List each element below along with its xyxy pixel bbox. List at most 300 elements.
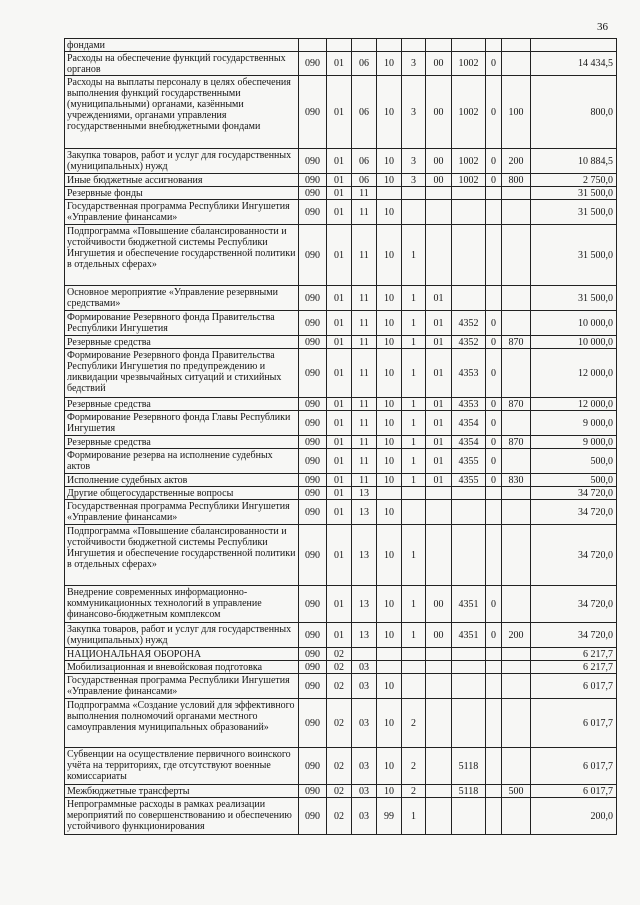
direction-suffix (486, 525, 502, 586)
expense-type-code: 800 (502, 174, 531, 187)
program-code: 10 (377, 500, 402, 525)
section-code: 01 (327, 336, 352, 349)
subprogram-code: 1 (402, 398, 426, 411)
direction-code: 4352 (452, 336, 486, 349)
activity-code: 01 (426, 436, 452, 449)
direction-suffix: 0 (486, 586, 502, 623)
table-row (65, 286, 617, 311)
subsection-code: 13 (352, 487, 377, 500)
expense-type-code (502, 39, 531, 52)
subprogram-code: 1 (402, 586, 426, 623)
subprogram-code: 1 (402, 411, 426, 436)
subprogram-code: 1 (402, 336, 426, 349)
expense-type-code: 870 (502, 436, 531, 449)
direction-suffix: 0 (486, 411, 502, 436)
amount: 6 017,7 (531, 785, 617, 798)
subsection-code: 11 (352, 474, 377, 487)
direction-code: 4351 (452, 623, 486, 648)
expense-type-code (502, 798, 531, 835)
activity-code: 01 (426, 311, 452, 336)
program-code: 10 (377, 436, 402, 449)
subprogram-code (402, 487, 426, 500)
program-code: 10 (377, 699, 402, 748)
subprogram-code: 3 (402, 52, 426, 76)
table-row (65, 436, 617, 449)
program-code: 10 (377, 748, 402, 785)
expense-type-code (502, 225, 531, 286)
item-name: Формирование резерва на исполнение судебных актов (65, 449, 299, 474)
subsection-code: 03 (352, 661, 377, 674)
amount: 34 720,0 (531, 525, 617, 586)
activity-code: 01 (426, 336, 452, 349)
activity-code (426, 798, 452, 835)
table-row (65, 474, 617, 487)
program-code: 10 (377, 411, 402, 436)
item-name: Мобилизационная и вневойсковая подготовка (65, 661, 299, 674)
item-name: Субвенции на осуществление первичного воинского учёта на территориях, где отсутствуют военные комиссариаты (65, 748, 299, 785)
expense-type-code: 200 (502, 623, 531, 648)
activity-code (426, 500, 452, 525)
direction-code (452, 661, 486, 674)
table-row (65, 785, 617, 798)
activity-code: 01 (426, 474, 452, 487)
section-code: 01 (327, 76, 352, 149)
subsection-code (352, 648, 377, 661)
direction-code (452, 648, 486, 661)
expense-type-code (502, 500, 531, 525)
admin-code: 090 (299, 76, 327, 149)
direction-suffix (486, 798, 502, 835)
direction-suffix: 0 (486, 436, 502, 449)
activity-code: 01 (426, 411, 452, 436)
table-row (65, 187, 617, 200)
direction-code: 4351 (452, 586, 486, 623)
direction-suffix (486, 661, 502, 674)
direction-suffix (486, 674, 502, 699)
activity-code (426, 525, 452, 586)
admin-code: 090 (299, 525, 327, 586)
direction-code (452, 798, 486, 835)
section-code: 01 (327, 525, 352, 586)
subsection-code: 06 (352, 149, 377, 174)
section-code: 01 (327, 436, 352, 449)
subsection-code: 03 (352, 699, 377, 748)
item-name: Основное мероприятие «Управление резервными средствами» (65, 286, 299, 311)
direction-code: 1002 (452, 52, 486, 76)
program-code: 10 (377, 623, 402, 648)
section-code: 01 (327, 500, 352, 525)
direction-code (452, 225, 486, 286)
section-code (327, 39, 352, 52)
subprogram-code (402, 661, 426, 674)
table-row (65, 648, 617, 661)
subprogram-code: 3 (402, 149, 426, 174)
expense-type-code (502, 286, 531, 311)
section-code: 01 (327, 200, 352, 225)
subsection-code: 13 (352, 525, 377, 586)
program-code (377, 187, 402, 200)
subsection-code: 11 (352, 449, 377, 474)
direction-suffix: 0 (486, 52, 502, 76)
budget-table (64, 38, 617, 835)
expense-type-code (502, 586, 531, 623)
item-name: Государственная программа Республики Ингушетия «Управление финансами» (65, 200, 299, 225)
direction-suffix (486, 785, 502, 798)
section-code: 01 (327, 487, 352, 500)
section-code: 01 (327, 449, 352, 474)
program-code: 10 (377, 525, 402, 586)
activity-code: 00 (426, 52, 452, 76)
table-row (65, 449, 617, 474)
amount: 2 750,0 (531, 174, 617, 187)
expense-type-code (502, 487, 531, 500)
expense-type-code (502, 449, 531, 474)
admin-code: 090 (299, 474, 327, 487)
table-row (65, 674, 617, 699)
expense-type-code: 830 (502, 474, 531, 487)
admin-code: 090 (299, 174, 327, 187)
admin-code: 090 (299, 748, 327, 785)
direction-code (452, 674, 486, 699)
budget-table-body (65, 39, 617, 835)
admin-code: 090 (299, 436, 327, 449)
amount: 31 500,0 (531, 200, 617, 225)
direction-suffix: 0 (486, 398, 502, 411)
direction-suffix (486, 39, 502, 52)
amount: 500,0 (531, 474, 617, 487)
section-code: 01 (327, 311, 352, 336)
subsection-code: 03 (352, 748, 377, 785)
subprogram-code (402, 187, 426, 200)
activity-code: 00 (426, 76, 452, 149)
section-code: 02 (327, 699, 352, 748)
program-code: 10 (377, 76, 402, 149)
admin-code: 090 (299, 623, 327, 648)
direction-suffix: 0 (486, 623, 502, 648)
section-code: 01 (327, 349, 352, 398)
amount: 6 017,7 (531, 748, 617, 785)
amount: 31 500,0 (531, 187, 617, 200)
amount: 10 000,0 (531, 336, 617, 349)
direction-suffix: 0 (486, 311, 502, 336)
subprogram-code (402, 674, 426, 699)
admin-code: 090 (299, 398, 327, 411)
program-code: 10 (377, 586, 402, 623)
page-number: 36 (597, 21, 608, 33)
activity-code: 01 (426, 449, 452, 474)
section-code: 01 (327, 149, 352, 174)
admin-code: 090 (299, 225, 327, 286)
activity-code: 00 (426, 623, 452, 648)
admin-code: 090 (299, 798, 327, 835)
subprogram-code: 1 (402, 311, 426, 336)
activity-code (426, 487, 452, 500)
direction-code: 4353 (452, 398, 486, 411)
program-code: 10 (377, 149, 402, 174)
item-name: Резервные средства (65, 398, 299, 411)
program-code: 10 (377, 398, 402, 411)
subsection-code: 13 (352, 586, 377, 623)
activity-code (426, 785, 452, 798)
table-row (65, 411, 617, 436)
activity-code: 00 (426, 149, 452, 174)
subsection-code: 03 (352, 674, 377, 699)
subprogram-code: 1 (402, 225, 426, 286)
table-row (65, 500, 617, 525)
section-code: 01 (327, 52, 352, 76)
expense-type-code: 100 (502, 76, 531, 149)
amount: 6 017,7 (531, 699, 617, 748)
program-code: 10 (377, 474, 402, 487)
activity-code (426, 661, 452, 674)
subprogram-code (402, 200, 426, 225)
item-name: Закупка товаров, работ и услуг для государственных (муниципальных) нужд (65, 623, 299, 648)
amount: 34 720,0 (531, 623, 617, 648)
amount: 500,0 (531, 449, 617, 474)
expense-type-code (502, 187, 531, 200)
item-name: Резервные средства (65, 336, 299, 349)
table-row (65, 52, 617, 76)
direction-suffix: 0 (486, 349, 502, 398)
direction-suffix (486, 286, 502, 311)
subprogram-code: 1 (402, 349, 426, 398)
expense-type-code (502, 525, 531, 586)
subprogram-code: 1 (402, 436, 426, 449)
direction-code (452, 699, 486, 748)
item-name: Формирование Резервного фонда Правительства Республики Ингушетия (65, 311, 299, 336)
direction-suffix (486, 648, 502, 661)
item-name: Расходы на обеспечение функций государственных органов (65, 52, 299, 76)
direction-code (452, 187, 486, 200)
subprogram-code: 3 (402, 174, 426, 187)
amount: 34 720,0 (531, 586, 617, 623)
direction-suffix (486, 225, 502, 286)
activity-code: 01 (426, 286, 452, 311)
program-code: 10 (377, 311, 402, 336)
amount: 12 000,0 (531, 349, 617, 398)
subprogram-code: 1 (402, 623, 426, 648)
direction-suffix (486, 699, 502, 748)
item-name: Резервные средства (65, 436, 299, 449)
activity-code (426, 674, 452, 699)
direction-suffix (486, 487, 502, 500)
direction-suffix (486, 500, 502, 525)
subsection-code: 11 (352, 225, 377, 286)
table-row (65, 398, 617, 411)
admin-code: 090 (299, 336, 327, 349)
direction-code (452, 487, 486, 500)
subsection-code: 11 (352, 336, 377, 349)
subprogram-code: 1 (402, 474, 426, 487)
subprogram-code: 1 (402, 798, 426, 835)
section-code: 02 (327, 798, 352, 835)
expense-type-code (502, 200, 531, 225)
subprogram-code: 2 (402, 699, 426, 748)
admin-code: 090 (299, 648, 327, 661)
program-code (377, 39, 402, 52)
table-row (65, 311, 617, 336)
expense-type-code (502, 674, 531, 699)
item-name: Непрограммные расходы в рамках реализации мероприятий по совершенствованию и обеспечению устойчивого функционирования (65, 798, 299, 835)
subsection-code: 11 (352, 398, 377, 411)
amount: 200,0 (531, 798, 617, 835)
expense-type-code (502, 748, 531, 785)
table-row (65, 586, 617, 623)
subprogram-code: 1 (402, 449, 426, 474)
direction-suffix: 0 (486, 474, 502, 487)
admin-code: 090 (299, 200, 327, 225)
section-code: 01 (327, 474, 352, 487)
program-code: 10 (377, 674, 402, 699)
expense-type-code (502, 52, 531, 76)
table-row (65, 349, 617, 398)
direction-code (452, 500, 486, 525)
section-code: 02 (327, 648, 352, 661)
direction-suffix: 0 (486, 174, 502, 187)
admin-code: 090 (299, 586, 327, 623)
expense-type-code (502, 349, 531, 398)
section-code: 01 (327, 187, 352, 200)
program-code: 10 (377, 52, 402, 76)
direction-suffix: 0 (486, 76, 502, 149)
subsection-code: 13 (352, 500, 377, 525)
activity-code (426, 39, 452, 52)
admin-code: 090 (299, 500, 327, 525)
expense-type-code (502, 311, 531, 336)
item-name: Расходы на выплаты персоналу в целях обеспечения выполнения функций государственными (муниципальными) органами, казёнными учреждениями, органами управления государственными внебюджетными фондами (65, 76, 299, 149)
section-code: 01 (327, 286, 352, 311)
subprogram-code: 3 (402, 76, 426, 149)
admin-code: 090 (299, 785, 327, 798)
admin-code: 090 (299, 661, 327, 674)
subprogram-code: 1 (402, 286, 426, 311)
subsection-code: 11 (352, 311, 377, 336)
program-code: 10 (377, 349, 402, 398)
item-name: Подпрограмма «Повышение сбалансированности и устойчивости бюджетной системы Республики Ингушетия и обеспечение государственной политики в отдельных сферах» (65, 525, 299, 586)
subsection-code (352, 39, 377, 52)
amount: 12 000,0 (531, 398, 617, 411)
amount: 6 017,7 (531, 674, 617, 699)
table-row (65, 699, 617, 748)
activity-code (426, 699, 452, 748)
activity-code: 01 (426, 349, 452, 398)
table-row (65, 174, 617, 187)
admin-code: 090 (299, 149, 327, 174)
direction-code: 5118 (452, 748, 486, 785)
program-code: 10 (377, 286, 402, 311)
item-name: Подпрограмма «Создание условий для эффективного выполнения полномочий органами местного самоуправления муниципальных образований» (65, 699, 299, 748)
item-name: Подпрограмма «Повышение сбалансированности и устойчивости бюджетной системы Республики Ингушетия и обеспечение государственной политики в отдельных сферах» (65, 225, 299, 286)
subsection-code: 03 (352, 785, 377, 798)
section-code: 02 (327, 674, 352, 699)
amount: 800,0 (531, 76, 617, 149)
item-name: Межбюджетные трансферты (65, 785, 299, 798)
item-name: Иные бюджетные ассигнования (65, 174, 299, 187)
activity-code (426, 748, 452, 785)
table-row (65, 661, 617, 674)
program-code: 10 (377, 449, 402, 474)
amount: 34 720,0 (531, 500, 617, 525)
admin-code: 090 (299, 411, 327, 436)
direction-code: 5118 (452, 785, 486, 798)
amount: 6 217,7 (531, 648, 617, 661)
direction-suffix: 0 (486, 149, 502, 174)
item-name: Государственная программа Республики Ингушетия «Управление финансами» (65, 500, 299, 525)
activity-code: 00 (426, 174, 452, 187)
table-row (65, 149, 617, 174)
direction-suffix: 0 (486, 449, 502, 474)
item-name: НАЦИОНАЛЬНАЯ ОБОРОНА (65, 648, 299, 661)
subsection-code: 06 (352, 52, 377, 76)
amount: 31 500,0 (531, 286, 617, 311)
subprogram-code: 2 (402, 785, 426, 798)
subsection-code: 11 (352, 286, 377, 311)
item-name: Исполнение судебных актов (65, 474, 299, 487)
table-row (65, 200, 617, 225)
direction-suffix (486, 200, 502, 225)
amount: 10 884,5 (531, 149, 617, 174)
program-code: 10 (377, 174, 402, 187)
admin-code: 090 (299, 286, 327, 311)
direction-code: 4355 (452, 449, 486, 474)
activity-code (426, 225, 452, 286)
section-code: 01 (327, 225, 352, 286)
expense-type-code: 200 (502, 149, 531, 174)
item-name: Формирование Резервного фонда Правительства Республики Ингушетия по предупреждению и ликвидации чрезвычайных ситуаций и стихийных бедствий (65, 349, 299, 398)
admin-code: 090 (299, 674, 327, 699)
amount: 10 000,0 (531, 311, 617, 336)
expense-type-code: 500 (502, 785, 531, 798)
table-row (65, 39, 617, 52)
table-row (65, 487, 617, 500)
activity-code (426, 187, 452, 200)
table-row (65, 798, 617, 835)
item-name: Резервные фонды (65, 187, 299, 200)
direction-code: 1002 (452, 149, 486, 174)
section-code: 01 (327, 411, 352, 436)
direction-code: 4352 (452, 311, 486, 336)
direction-suffix (486, 748, 502, 785)
admin-code: 090 (299, 449, 327, 474)
table-row (65, 336, 617, 349)
admin-code: 090 (299, 349, 327, 398)
table-row (65, 623, 617, 648)
item-name: Государственная программа Республики Ингушетия «Управление финансами» (65, 674, 299, 699)
subsection-code: 06 (352, 76, 377, 149)
item-name: фондами (65, 39, 299, 52)
admin-code: 090 (299, 699, 327, 748)
table-row (65, 525, 617, 586)
table-row (65, 748, 617, 785)
admin-code: 090 (299, 52, 327, 76)
subsection-code: 11 (352, 200, 377, 225)
subprogram-code (402, 648, 426, 661)
expense-type-code: 870 (502, 336, 531, 349)
subsection-code: 11 (352, 349, 377, 398)
expense-type-code (502, 661, 531, 674)
program-code (377, 487, 402, 500)
direction-code: 4355 (452, 474, 486, 487)
item-name: Другие общегосударственные вопросы (65, 487, 299, 500)
program-code: 10 (377, 336, 402, 349)
section-code: 02 (327, 748, 352, 785)
expense-type-code: 870 (502, 398, 531, 411)
amount: 9 000,0 (531, 436, 617, 449)
amount: 6 217,7 (531, 661, 617, 674)
item-name: Внедрение современных информационно-коммуникационных технологий в управление финансово-бюджетным комплексом (65, 586, 299, 623)
table-row (65, 76, 617, 149)
direction-code (452, 286, 486, 311)
